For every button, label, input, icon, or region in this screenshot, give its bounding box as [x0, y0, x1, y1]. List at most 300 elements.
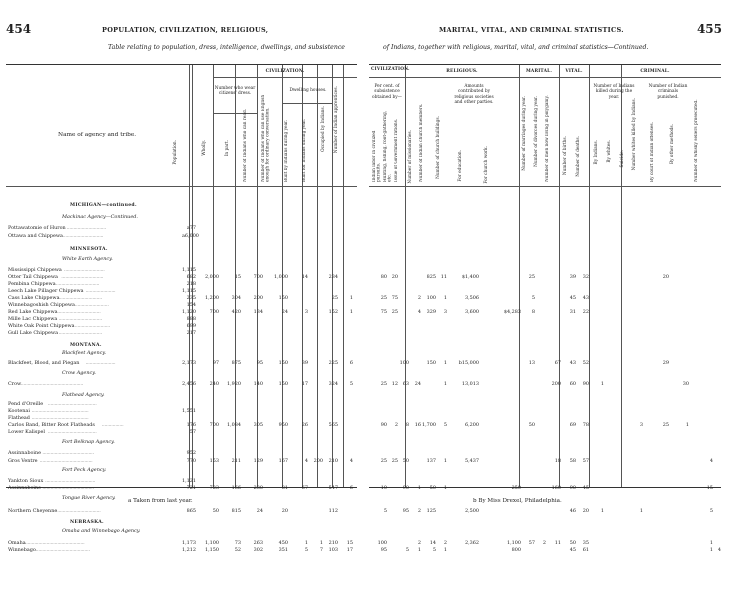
- table-row: [365, 485, 730, 492]
- cell-court: 25: [662, 422, 669, 428]
- cell-read: 24: [256, 508, 263, 514]
- leader-dots: ......................................: [42, 485, 94, 491]
- cell-rations: 50: [402, 458, 409, 464]
- table-row: [0, 302, 365, 309]
- row-label: White Oak Point Chippewa: [8, 323, 75, 329]
- column-header-can-read: Number of Indians who can read.: [243, 108, 248, 182]
- table-row: [0, 381, 365, 388]
- row-label: Fort Belknap Agency.: [62, 439, 115, 445]
- table-row: [365, 316, 730, 323]
- cell-missionaries: 1: [417, 485, 421, 491]
- column-header-church-work: For church work.: [484, 146, 489, 184]
- page-number-left: 454: [6, 22, 32, 36]
- cell-occupied: 547: [328, 485, 338, 491]
- cell-deaths: 52: [582, 360, 589, 366]
- table-row: [0, 330, 365, 337]
- column-header-by-whites: By whites.: [607, 140, 612, 163]
- cell-wholly: 1,100: [204, 540, 219, 546]
- cell-education: 13,013: [461, 381, 479, 387]
- leader-dots: ....................................: [47, 401, 97, 407]
- leader-dots: .........................................: [34, 547, 90, 553]
- cell-read: 230: [253, 485, 263, 491]
- table-row: [365, 295, 730, 302]
- column-header-whites-killed: Number whites killed by Indians.: [632, 98, 637, 171]
- leader-dots: ..............................: [64, 267, 105, 273]
- cell-apprentices: 15: [346, 540, 353, 546]
- cell-english: 24: [281, 309, 288, 315]
- cell-labor: 90: [380, 422, 387, 428]
- running-head-right: MARITAL, VITAL, AND CRIMINAL STATISTICS.: [439, 26, 624, 34]
- cell-inpart: 211: [231, 458, 241, 464]
- row-label: Fort Peck Agency.: [62, 467, 107, 473]
- cell-rations: 95: [402, 508, 409, 514]
- cell-pop: 1,121: [182, 478, 197, 484]
- table-row: [365, 360, 730, 367]
- cell-churchbld: 1: [443, 547, 447, 553]
- table-row: [0, 450, 365, 457]
- cell-churchbld: 11: [440, 274, 447, 280]
- table-row: [365, 508, 730, 515]
- leader-dots: ................: [101, 422, 124, 428]
- cell-whisky: 5: [709, 508, 713, 514]
- cell-wholly: 50: [212, 508, 219, 514]
- table-row: [0, 458, 365, 465]
- row-label: Gros Ventre: [8, 458, 38, 464]
- cell-hunting: 75: [391, 295, 398, 301]
- cell-education: 2,500: [464, 508, 479, 514]
- row-label: Mille Lac Chippewa: [8, 316, 58, 322]
- cell-churchmem: 5: [432, 547, 436, 553]
- cell-extra: 4: [717, 547, 721, 553]
- cell-inpart: 875: [231, 360, 241, 366]
- cell-missionaries: 16: [414, 422, 421, 428]
- row-label: Red Lake Chippewa: [8, 309, 58, 315]
- row-label: Flathead Agency.: [62, 392, 105, 398]
- cell-hunting: 12: [391, 381, 398, 387]
- cell-deaths: 57: [582, 458, 589, 464]
- cell-churchmem: 100: [426, 295, 436, 301]
- cell-missionaries: 2: [417, 540, 421, 546]
- cell-churchmem: 50: [429, 485, 436, 491]
- cell-churchmem: 329: [426, 309, 436, 315]
- cell-education: $1,400: [461, 274, 479, 280]
- table-row: [365, 408, 730, 415]
- cell-churchwork: $4,283: [503, 309, 521, 315]
- table-row: [0, 370, 365, 377]
- cell-pop: 682: [186, 274, 196, 280]
- cell-missionaries: 2: [417, 295, 421, 301]
- table-row: [0, 422, 365, 429]
- table-row: [0, 508, 365, 515]
- group-header-vital: VITAL.: [565, 69, 583, 74]
- cell-churchmem: 1,700: [422, 422, 437, 428]
- cell-inpart: 73: [234, 540, 241, 546]
- row-label: Kootenai: [8, 408, 30, 414]
- cell-wholly: 240: [209, 381, 219, 387]
- cell-inpart: 1,920: [226, 381, 241, 387]
- row-label: Winnebagoshish Chippewa: [8, 302, 75, 308]
- cell-polygamy: 160: [551, 485, 561, 491]
- cell-education: 6,200: [464, 422, 479, 428]
- row-label: Carlos Band, Bitter Root Flatheads: [8, 422, 95, 428]
- cell-whiteskilled: 3: [639, 422, 643, 428]
- cell-whisky: 15: [706, 485, 713, 491]
- footnote-left: a Taken from last year.: [128, 498, 193, 504]
- row-label: MICHIGAN—continued.: [70, 203, 137, 208]
- row-label: MINNESOTA.: [70, 247, 108, 252]
- row-label: Assinnaboine: [8, 485, 42, 491]
- leader-dots: .............................................: [23, 540, 85, 546]
- cell-deaths: 61: [582, 547, 589, 553]
- cell-pop: 865: [186, 508, 196, 514]
- cell-pop: 218: [186, 281, 196, 287]
- row-label: White Earth Agency.: [62, 256, 113, 262]
- leader-dots: ................................: [58, 316, 102, 322]
- cell-apprentices: 6: [349, 360, 353, 366]
- cell-builtby: 39: [301, 360, 308, 366]
- leader-dots: ..........................................: [31, 415, 89, 421]
- cell-byindians: 1: [600, 381, 604, 387]
- cell-churchbld: 3: [443, 309, 447, 315]
- cell-english: 351: [278, 547, 288, 553]
- cell-rations: 90: [402, 485, 409, 491]
- cell-court: 20: [662, 274, 669, 280]
- row-label: MONTANA.: [70, 343, 102, 348]
- cell-occupied: 324: [328, 381, 338, 387]
- cell-english: 150: [278, 295, 288, 301]
- leader-dots: ....................................: [47, 429, 97, 435]
- cell-pop: 1,173: [182, 540, 197, 546]
- cell-whisky: 1: [709, 547, 713, 553]
- footnote-right: b By Miss Drexel, Philadelphia.: [473, 498, 562, 504]
- cell-pop: 235: [186, 295, 196, 301]
- cell-builtfor: 7: [319, 547, 323, 553]
- table-row: [0, 267, 365, 274]
- table-row: [0, 415, 365, 422]
- cell-english: 1,000: [273, 274, 288, 280]
- leader-dots: .............................: [66, 225, 106, 231]
- cell-pop: 154: [186, 302, 196, 308]
- cell-pop: 1,115: [182, 267, 197, 273]
- cell-english: 150: [278, 360, 288, 366]
- table-row: [0, 485, 365, 492]
- table-row: [0, 478, 365, 485]
- cell-churchbld: 5: [443, 422, 447, 428]
- cell-byindians: 1: [600, 508, 604, 514]
- cell-apprentices: 4: [349, 458, 353, 464]
- cell-labor: 95: [380, 547, 387, 553]
- cell-occupied: 210: [328, 458, 338, 464]
- running-head-left: POPULATION, CIVILIZATION, RELIGIOUS,: [102, 26, 269, 34]
- cell-occupied: 112: [328, 508, 338, 514]
- table-row: [0, 233, 365, 240]
- cell-builtby: 17: [301, 381, 308, 387]
- table-row: [0, 323, 365, 330]
- cell-churchbld: 1: [443, 458, 447, 464]
- cell-labor: 25: [380, 381, 387, 387]
- table-row: [365, 422, 730, 429]
- cell-marriages: 57: [528, 540, 535, 546]
- table-row: [365, 429, 730, 436]
- cell-apprentices: 1: [349, 309, 353, 315]
- table-row: [365, 267, 730, 274]
- cell-occupied: 152: [328, 309, 338, 315]
- table-row: [0, 274, 365, 281]
- cell-rations: 5: [405, 547, 409, 553]
- cell-births: 45: [569, 547, 576, 553]
- table-row: [0, 309, 365, 316]
- cell-pop: 1,120: [182, 309, 197, 315]
- table-row: [0, 256, 365, 263]
- leader-dots: ..........................: [74, 323, 111, 329]
- cell-inpart: 52: [234, 547, 241, 553]
- cell-apprentices: 1: [349, 295, 353, 301]
- cell-wholly: 723: [209, 485, 219, 491]
- cell-pop: 699: [186, 323, 196, 329]
- cell-builtby: 14: [301, 274, 308, 280]
- cell-occupied: 234: [328, 274, 338, 280]
- table-row: [0, 467, 365, 474]
- column-header-church-buildings: Number of church buildings.: [436, 116, 441, 179]
- cell-polygamy: 18: [554, 458, 561, 464]
- cell-builtby: 3: [304, 309, 308, 315]
- cell-labor: 75: [380, 309, 387, 315]
- group-header-dress: Number who wear citizens' dress.: [214, 86, 256, 97]
- cell-pop: 176: [186, 422, 196, 428]
- cell-marriages: 5: [531, 295, 535, 301]
- column-header-name: Name of agency and tribe.: [58, 132, 137, 138]
- cell-pop: 2,456: [182, 381, 197, 387]
- cell-pop: 1,212: [182, 547, 197, 553]
- cell-pop: 1,115: [182, 288, 197, 294]
- cell-births: 50: [569, 540, 576, 546]
- cell-births: 58: [569, 458, 576, 464]
- table-row: [0, 547, 365, 554]
- cell-hunting: 25: [391, 458, 398, 464]
- cell-rations: 8: [405, 422, 409, 428]
- subheader-subsistence: Per cent. of subsistence obtained by—: [372, 84, 402, 100]
- table-caption-left: Table relating to population, dress, intelligence, dwellings, and subsistence: [108, 44, 345, 51]
- cell-missionaries: 4: [417, 309, 421, 315]
- column-header-by-indians: By Indians.: [594, 140, 599, 165]
- cell-polygamy: 11: [554, 540, 561, 546]
- cell-births: 39: [569, 274, 576, 280]
- cell-churchbld: 1: [443, 485, 447, 491]
- leader-dots: ......................: [85, 360, 116, 366]
- table-row: [0, 528, 365, 535]
- cell-deaths: 45: [582, 485, 589, 491]
- cell-churchbld: 1: [443, 381, 447, 387]
- column-header-whisky: Number of whisky sellers prosecuted.: [694, 99, 699, 182]
- row-label: NEBRASKA.: [70, 520, 104, 525]
- column-header-apprentices: Number of Indian apprentices.: [334, 86, 339, 154]
- cell-inpart: 166: [231, 485, 241, 491]
- cell-births: 46: [569, 508, 576, 514]
- cell-marriages: 8: [531, 309, 535, 315]
- group-header-religious: RELIGIOUS.: [446, 69, 478, 74]
- row-label: Leech Lake Pillager Chippewa: [8, 288, 84, 294]
- cell-divorces: 2: [542, 540, 546, 546]
- cell-occupied: 25: [331, 295, 338, 301]
- cell-english: 150: [278, 381, 288, 387]
- cell-labor: 100: [377, 540, 387, 546]
- cell-inpart: 304: [231, 295, 241, 301]
- column-header-suicide: Suicide.: [620, 150, 625, 168]
- cell-hunting: 2: [394, 422, 398, 428]
- cell-apprentices: 6: [349, 485, 353, 491]
- cell-wholly: 153: [209, 458, 219, 464]
- column-header-use-english: Number of Indians who can use English enough for ordinary conversation.: [261, 94, 271, 182]
- table-row: [365, 330, 730, 337]
- table-row: [365, 309, 730, 316]
- table-row: [0, 342, 365, 349]
- cell-churchbld: 1: [443, 360, 447, 366]
- table-row: [0, 350, 365, 357]
- cell-deaths: 35: [582, 540, 589, 546]
- leader-dots: ...........................: [72, 302, 109, 308]
- cell-churchbld: 1: [443, 295, 447, 301]
- cell-occupied: 565: [328, 422, 338, 428]
- cell-pop: 952: [186, 450, 196, 456]
- row-label: Tongue River Agency.: [62, 495, 116, 501]
- cell-read: 305: [253, 422, 263, 428]
- cell-read: 129: [253, 458, 263, 464]
- row-label: Blackfeet Agency.: [62, 350, 107, 356]
- row-label: Crow: [8, 381, 22, 387]
- cell-education: b15,000: [458, 360, 479, 366]
- cell-whiteskilled: 1: [639, 508, 643, 514]
- column-header-built-for: Built for Indians during year.: [302, 118, 307, 182]
- cell-apprentices: 5: [349, 381, 353, 387]
- row-label: Gull Lake Chippewa: [8, 330, 59, 336]
- table-row: [0, 401, 365, 408]
- group-header-dwelling: Dwelling houses.: [289, 88, 327, 93]
- leader-dots: .................................: [55, 508, 101, 514]
- column-header-population: Population.: [173, 140, 178, 165]
- cell-deaths: 20: [582, 508, 589, 514]
- column-header-divorces: Number of divorces during year.: [534, 96, 539, 167]
- leader-dots: ..............................................: [20, 381, 84, 387]
- row-label: Pend d'Oreille: [8, 401, 44, 407]
- leader-dots: .......................................: [39, 458, 93, 464]
- cell-read: 700: [253, 274, 263, 280]
- cell-english: 167: [278, 458, 288, 464]
- cell-whisky: 1: [709, 540, 713, 546]
- row-label: Blackfeet, Blood, and Piegan: [8, 360, 80, 366]
- table-row: [0, 281, 365, 288]
- group-header-civilization: CIVILIZATION.: [265, 69, 305, 74]
- row-label: Mississippi Chippewa: [8, 267, 62, 273]
- column-header-missionaries: Number of missionaries.: [408, 130, 413, 184]
- cell-polygamy: 200: [551, 381, 561, 387]
- cell-births: 43: [569, 360, 576, 366]
- cell-read: 95: [256, 360, 263, 366]
- column-header-in-part: In part.: [225, 140, 230, 157]
- cell-inpart: 420: [231, 309, 241, 315]
- cell-labor: 10: [380, 485, 387, 491]
- cell-churchwork: 1,100: [506, 540, 521, 546]
- cell-births: 60: [569, 381, 576, 387]
- row-label: Cass Lake Chippewa: [8, 295, 60, 301]
- cell-read: 200: [253, 295, 263, 301]
- cell-education: 2,362: [464, 540, 479, 546]
- table-row: [365, 450, 730, 457]
- table-row: [365, 225, 730, 232]
- cell-education: 3,506: [464, 295, 479, 301]
- cell-pop: 888: [186, 316, 196, 322]
- cell-deaths: 43: [582, 295, 589, 301]
- cell-wholly: 2,000: [204, 274, 219, 280]
- table-caption-right: of Indians, together with religious, marital, vital, and criminal statistics—Continued.: [383, 44, 649, 51]
- cell-churchbld: 2: [443, 540, 447, 546]
- row-label: Pembina Chippewa: [8, 281, 56, 287]
- column-header-other: By other methods.: [670, 124, 675, 165]
- group-header-civ: CIVILIZATION.: [371, 67, 410, 72]
- leader-dots: ......................................: [42, 450, 94, 456]
- column-header-births: Number of births.: [563, 136, 568, 176]
- subheader-amounts: Amounts contributed by religious societies and other parties.: [454, 84, 494, 106]
- cell-wholly: 97: [212, 360, 219, 366]
- cell-rations: 100: [399, 360, 409, 366]
- cell-english: 450: [278, 540, 288, 546]
- column-header-church-members: Number of Indian church members.: [419, 103, 424, 182]
- table-row: [365, 302, 730, 309]
- cell-court: 29: [662, 360, 669, 366]
- cell-churchmem: 150: [426, 360, 436, 366]
- cell-read: 263: [253, 540, 263, 546]
- leader-dots: ................................: [58, 295, 102, 301]
- cell-pop: 57: [189, 429, 196, 435]
- leader-dots: ...............................: [61, 233, 104, 239]
- cell-wholly: 700: [209, 422, 219, 428]
- cell-labor: 5: [383, 508, 387, 514]
- cell-builtby: 5: [304, 547, 308, 553]
- group-header-criminal: CRIMINAL.: [640, 69, 670, 74]
- row-label: Crow Agency.: [62, 370, 96, 376]
- cell-education: 3,600: [464, 309, 479, 315]
- cell-occupied: 225: [328, 360, 338, 366]
- cell-read: 134: [253, 309, 263, 315]
- cell-apprentices: 17: [346, 547, 353, 553]
- column-header-polygamy: Number of men now living in polygamy.: [545, 95, 550, 182]
- cell-missionaries: 24: [414, 381, 421, 387]
- column-header-built-by: Built by Indians during year.: [284, 119, 289, 182]
- table-row: [0, 295, 365, 302]
- cell-missionaries: 2: [417, 508, 421, 514]
- cell-deaths: 32: [582, 274, 589, 280]
- row-label: Northern Cheyenne: [8, 508, 58, 514]
- column-header-education: For education.: [458, 150, 463, 182]
- leader-dots: .....................................: [45, 478, 96, 484]
- row-label: Omaha and Winnebago Agency.: [62, 528, 141, 534]
- cell-churchwork: 250: [511, 485, 521, 491]
- cell-builtby: 1: [304, 540, 308, 546]
- table-row: [365, 281, 730, 288]
- column-header-rations: Issue of Government rations.: [394, 118, 399, 182]
- cell-births: 31: [569, 309, 576, 315]
- cell-occupied: 210: [328, 540, 338, 546]
- cell-births: 45: [569, 295, 576, 301]
- table-row: [365, 458, 730, 465]
- page-number-right: 455: [696, 22, 722, 36]
- row-label: Lower Kalispel: [8, 429, 45, 435]
- table-row: [0, 540, 365, 547]
- column-header-labor: Indian labor in civilized pursuits.: [372, 130, 382, 182]
- table-row: [0, 408, 365, 415]
- cell-builtby: 4: [304, 458, 308, 464]
- cell-deaths: 90: [582, 381, 589, 387]
- cell-marriages: 25: [528, 274, 535, 280]
